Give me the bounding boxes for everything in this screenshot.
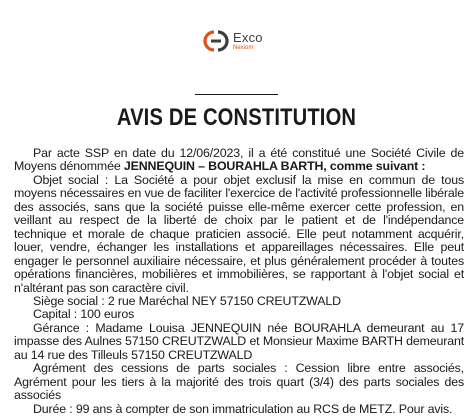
- notice-body: [14, 147, 464, 416]
- notice-title: AVIS DE CONSTITUTION: [116, 104, 357, 131]
- paragraph-gerance: Gérance : Madame Louisa JENNEQUIN née BOURAHLA demeurant au 17 impasse des Aulnes 57150 CREUTZWALD et Monsieur Maxime BARTH demeurant au 14 rue des Tilleuls 57150 CREUTZWALD: [14, 320, 464, 362]
- logo-name: Exco: [233, 30, 263, 45]
- paragraph-capital: Capital : 100 euros: [33, 307, 135, 322]
- paragraph-objet: Objet social : La Société a pour objet exclusif la mise en commun de tous moyens nécessaires en vue de faciliter l'exercice de l'activité professionnelle libérale des associés, sans que la société puisse elle-même exercer cette profession, en veillant au respect de la liberté de choix par le patient et de l'indépendance technique et morale de chaque praticien associé. Elle peut notamment acquérir, louer, vendre, échanger les installations et appareillages nécessaires. Elle peut engager le personnel auxiliaire nécessaire, et plus généralement procéder à toutes opérations financières, mobilières et immobilières, se rapportant à l'objet social et n'altérant pas son caractère civil.: [14, 172, 464, 295]
- divider: [195, 94, 278, 95]
- company-name: JENNEQUIN – BOURAHLA BARTH, comme suivant :: [123, 159, 426, 174]
- logo-text: [233, 31, 263, 51]
- paragraph-duree: Durée : 99 ans à compter de son immatriculation au RCS de METZ. Pour avis.: [33, 401, 453, 416]
- company-logo: [203, 30, 263, 52]
- paragraph-intro: [14, 147, 464, 174]
- paragraph-agrement: Agrément des cessions de parts sociales : Cession libre entre associés, Agrément pour les tiers à la majorité des trois quart (3/4) des parts sociales des associés: [14, 361, 464, 403]
- paragraph-siege: Siège social : 2 rue Maréchal NEY 57150 CREUTZWALD: [33, 293, 341, 308]
- exco-logo-icon: [203, 30, 229, 52]
- logo-subtitle: Nexiom: [233, 45, 254, 51]
- intro-text: Par acte SSP en date du 12/06/2023, il a été constitué une Société Civile de Moyens dénommée: [14, 146, 464, 174]
